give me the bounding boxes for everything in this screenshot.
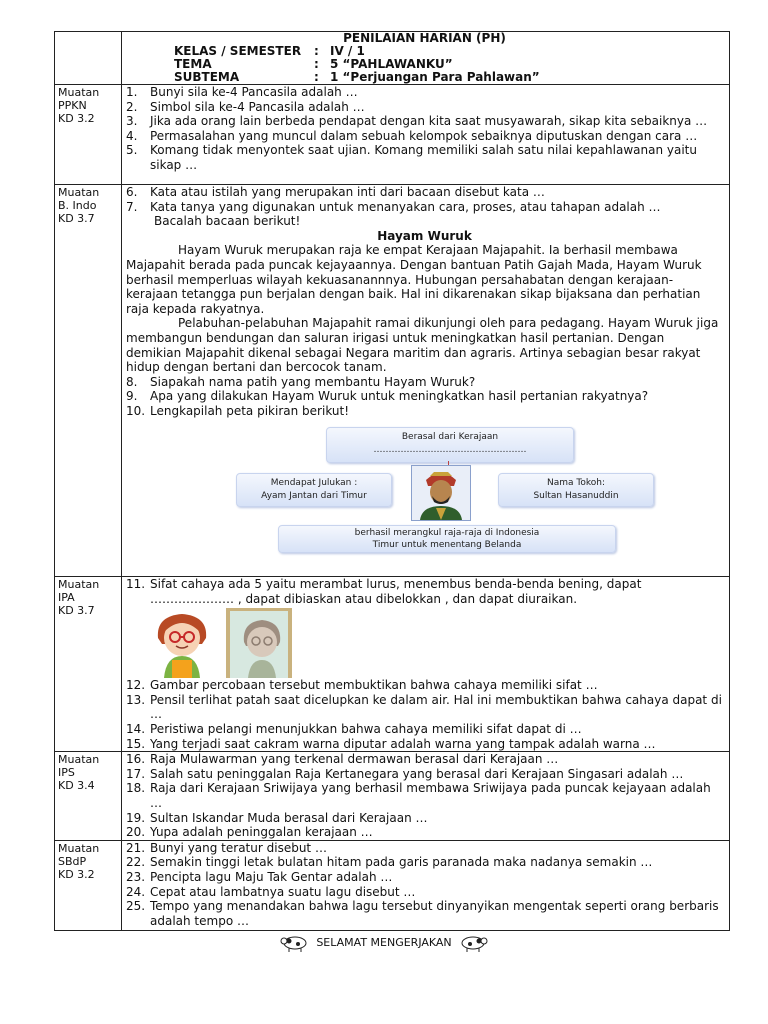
mind-map-right-value: Sultan Hasanuddin xyxy=(533,490,619,501)
question-text: Bunyi yang teratur disebut … xyxy=(150,840,327,855)
question-item xyxy=(126,825,723,840)
header-val: IV / 1 xyxy=(330,44,365,58)
label-line: Muatan xyxy=(58,841,100,855)
question-item xyxy=(126,577,723,606)
footer-text: SELAMAT MENGERJAKAN xyxy=(316,935,452,949)
label-line: KD 3.7 xyxy=(58,604,95,617)
question-text: Raja Mulawarman yang terkenal dermawan berasal dari Kerajaan … xyxy=(150,752,559,767)
mind-map-top-label: Berasal dari Kerajaan xyxy=(401,431,499,442)
section-content-bindo xyxy=(122,185,730,577)
question-text: Yupa adalah peninggalan kerajaan … xyxy=(150,825,373,840)
section-label-ips xyxy=(55,752,122,841)
header-key: SUBTEMA xyxy=(174,70,240,84)
label-line: KD 3.2 xyxy=(58,867,95,881)
question-number: 1. xyxy=(126,85,138,99)
question-number: 21. xyxy=(126,840,146,855)
question-number: 19. xyxy=(126,810,146,825)
question-number: 18. xyxy=(126,781,146,796)
question-table xyxy=(54,31,730,931)
question-item xyxy=(126,767,723,782)
question-text: Siapakah nama patih yang membantu Hayam Wuruk? xyxy=(150,374,476,389)
question-item xyxy=(126,375,723,390)
mind-map-left-box xyxy=(236,473,392,507)
question-item xyxy=(126,693,723,722)
question-number: 10. xyxy=(126,403,146,418)
mind-map-left-value: Ayam Jantan dari Timur xyxy=(261,490,367,501)
question-item xyxy=(126,404,723,419)
question-text: Lengkapilah peta pikiran berikut! xyxy=(150,403,350,418)
question-item xyxy=(126,899,723,928)
question-number: 6. xyxy=(126,185,138,199)
reading-paragraph: Pelabuhan-pelabuhan Majapahit ramai dikunjungi oleh para pedagang. Hayam Wuruk jiga membangun bendungan dan saluran irigasi untuk meningkatkan hasil pertanian. Dengan demikian Majapahit dikenal sebagai Negara maritim dan agraris. Artinya sebagian besar rakyat hidup dengan bertani dan bercocok tanam. xyxy=(126,316,719,375)
label-line: Muatan xyxy=(58,753,100,767)
question-text: Kata tanya yang digunakan untuk menanyakan cara, proses, atau tahapan adalah … xyxy=(150,199,661,214)
mirror-illustration xyxy=(150,606,723,678)
question-item xyxy=(126,114,723,129)
label-line: KD 3.7 xyxy=(58,212,95,225)
header-sep: : xyxy=(314,57,319,71)
question-text: Bunyi sila ke-4 Pancasila adalah … xyxy=(150,85,358,99)
question-illustration xyxy=(150,606,723,693)
label-line: KD 3.4 xyxy=(58,779,95,793)
header-info xyxy=(174,45,723,84)
question-item xyxy=(126,100,723,115)
header-empty-cell xyxy=(55,32,122,85)
header-val: 1 “Perjuangan Para Pahlawan” xyxy=(330,70,540,84)
header-key: KELAS / SEMESTER xyxy=(174,44,302,58)
label-line: PPKN xyxy=(58,99,87,112)
question-text: Tempo yang menandakan bahwa lagu tersebut dinyanyikan mengentak seperti orang berbaris adalah tempo … xyxy=(150,899,719,928)
section-content-ppkn xyxy=(122,85,730,185)
question-text: Apa yang dilakukan Hayam Wuruk untuk meningkatkan hasil pertanian rakyatnya? xyxy=(150,389,649,404)
question-text: Komang tidak menyontek saat ujian. Komang memiliki salah satu nilai kepahlawanan yaitu sikap … xyxy=(150,143,697,172)
question-number: 9. xyxy=(126,389,138,404)
question-item xyxy=(126,855,723,870)
mind-map-bottom-line: berhasil merangkul raja-raja di Indonesia xyxy=(354,527,540,538)
question-item xyxy=(126,870,723,885)
question-text: Yang terjadi saat cakram warna diputar adalah warna yang tampak adalah warna … xyxy=(150,736,656,751)
question-text: Permasalahan yang muncul dalam sebuah kelompok sebaiknya diputuskan dengan cara … xyxy=(150,128,698,143)
question-text: Salah satu peninggalan Raja Kertanegara yang berasal dari Kerajaan Singasari adalah … xyxy=(150,766,684,781)
section-content-ipa xyxy=(122,577,730,752)
mind-map-top-box xyxy=(326,427,574,463)
question-number: 3. xyxy=(126,114,138,129)
mind-map-top-blank: …………………………………………… xyxy=(373,444,527,455)
label-line: IPA xyxy=(58,591,75,604)
worksheet xyxy=(54,31,730,931)
question-item xyxy=(126,722,723,737)
section-label-sbdp xyxy=(55,840,122,930)
question-number: 12. xyxy=(126,678,146,693)
question-text: Cepat atau lambatnya suatu lagu disebut … xyxy=(150,884,416,899)
cow-icon xyxy=(280,932,310,952)
section-label-ipa xyxy=(55,577,122,752)
label-line: Muatan xyxy=(58,186,100,199)
reading-instruction: Bacalah bacaan berikut! xyxy=(154,214,301,229)
question-item xyxy=(126,143,723,172)
mind-map-bottom-line: Timur untuk menentang Belanda xyxy=(372,539,522,550)
question-number: 17. xyxy=(126,766,146,781)
question-item xyxy=(126,885,723,900)
question-number: 11. xyxy=(126,577,146,591)
question-number: 22. xyxy=(126,855,146,870)
header-cell xyxy=(122,32,730,85)
label-line: KD 3.2 xyxy=(58,112,95,125)
section-label-bindo xyxy=(55,185,122,577)
question-text: Gambar percobaan tersebut membuktikan bahwa cahaya memiliki sifat … xyxy=(150,678,598,693)
label-line: Muatan xyxy=(58,86,100,99)
question-number: 7. xyxy=(126,199,138,214)
reading-title: Hayam Wuruk xyxy=(377,228,472,243)
question-number: 15. xyxy=(126,736,146,751)
question-item xyxy=(126,185,723,200)
question-item xyxy=(126,85,723,100)
label-line: Muatan xyxy=(58,578,100,591)
mind-map xyxy=(236,427,676,559)
hero-portrait-icon xyxy=(412,466,470,520)
page-title: PENILAIAN HARIAN (PH) xyxy=(343,31,506,45)
section-content-sbdp xyxy=(122,840,730,930)
mind-map-left-label: Mendapat Julukan : xyxy=(270,477,358,488)
header-key: TEMA xyxy=(174,57,212,71)
question-item xyxy=(126,389,723,404)
question-text: Raja dari Kerajaan Sriwijaya yang berhasil membawa Sriwijaya pada puncak kejayaan adalah … xyxy=(150,781,711,810)
question-number: 5. xyxy=(126,143,138,158)
question-number: 25. xyxy=(126,899,146,914)
footer xyxy=(0,932,768,955)
question-item xyxy=(126,781,723,810)
question-number: 4. xyxy=(126,128,138,143)
question-text: Kata atau istilah yang merupakan inti dari bacaan disebut kata … xyxy=(150,185,545,199)
hero-portrait xyxy=(411,465,471,521)
question-text: Pensil terlihat patah saat dicelupkan ke dalam air. Hal ini membuktikan bahwa cahaya dapat di … xyxy=(150,692,722,722)
question-number: 23. xyxy=(126,869,146,884)
mind-map-right-label: Nama Tokoh: xyxy=(547,477,605,488)
mind-map-bottom-box xyxy=(278,525,616,553)
label-line: B. Indo xyxy=(58,199,97,212)
question-text: Pencipta lagu Maju Tak Gentar adalah … xyxy=(150,869,393,884)
question-number: 8. xyxy=(126,374,138,389)
question-text: Semakin tinggi letak bulatan hitam pada garis paranada maka nadanya semakin … xyxy=(150,855,653,870)
question-item xyxy=(126,737,723,752)
question-text: Sifat cahaya ada 5 yaitu merambat lurus, menembus benda-benda bening, dapat ………………… , dapat dibiaskan atau dibelokkan , dan dapat diuraikan. xyxy=(150,577,642,606)
cow-icon xyxy=(458,932,488,952)
header-sep: : xyxy=(314,44,319,58)
question-number: 24. xyxy=(126,884,146,899)
question-text: Sultan Iskandar Muda berasal dari Kerajaan … xyxy=(150,810,428,825)
question-text: Jika ada orang lain berbeda pendapat dengan kita saat musyawarah, sikap kita sebaiknya … xyxy=(150,114,708,129)
question-text: Simbol sila ke-4 Pancasila adalah … xyxy=(150,99,365,114)
question-number: 20. xyxy=(126,825,146,840)
question-item xyxy=(126,200,723,215)
label-line: IPS xyxy=(58,766,75,780)
question-item xyxy=(126,129,723,144)
question-number: 16. xyxy=(126,752,146,767)
girl-mirror-icon xyxy=(150,608,300,678)
reading-paragraph: Hayam Wuruk merupakan raja ke empat Kerajaan Majapahit. Ia berhasil membawa Majapahit berada pada puncak kejayaannya. Dengan bantuan Patih Gajah Mada, Hayam Wuruk berhasil memperluas wilayah kekuasanannnya. Hubungan persahabatan dengan kerajaan-kerajaan tetangga pun berjalan dengan baik. Hal ini dikarenakan sikap bijaksana dan perhatian raja kepada rakyatnya. xyxy=(126,243,702,316)
mind-map-right-box xyxy=(498,473,654,507)
question-number: 14. xyxy=(126,721,146,736)
question-number: 2. xyxy=(126,99,138,114)
question-item xyxy=(126,752,723,767)
question-item xyxy=(126,811,723,826)
header-val: 5 “PAHLAWANKU” xyxy=(330,57,453,71)
section-label-ppkn xyxy=(55,85,122,185)
question-item xyxy=(126,606,723,693)
label-line: SBdP xyxy=(58,854,87,868)
header-sep: : xyxy=(314,70,319,84)
question-number: 13. xyxy=(126,692,146,707)
question-text: Peristiwa pelangi menunjukkan bahwa cahaya memiliki sifat dapat di … xyxy=(150,721,582,736)
section-content-ips xyxy=(122,752,730,841)
question-item xyxy=(126,841,723,856)
